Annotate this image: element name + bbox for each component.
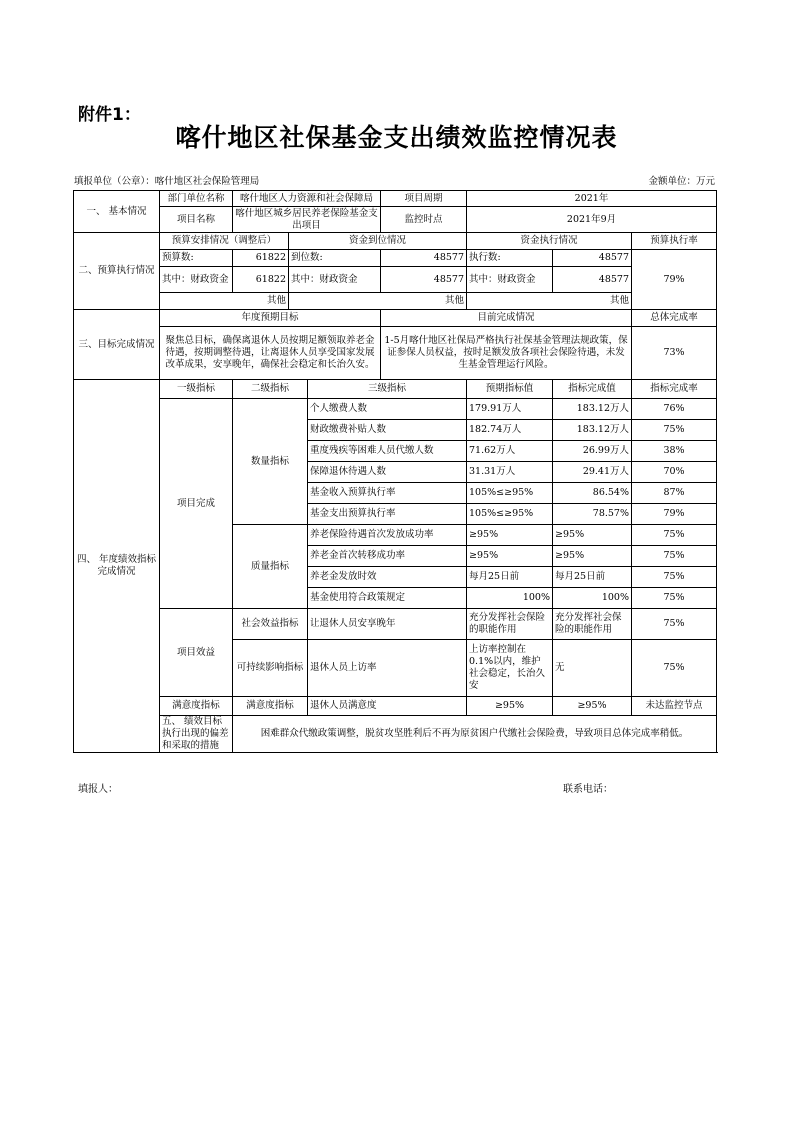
- indicator-target: 充分发挥社会保险的职能作用: [467, 609, 553, 640]
- indicator-actual: 每月25日前: [553, 567, 632, 588]
- filler-label: 填报人：: [78, 784, 118, 795]
- annual-goal-text: 聚焦总目标，确保离退休人员按期足额领取养老金待遇，按期调整待遇，让离退休人员享受国家发展改革成果，安享晚年，确保社会稳定和长治久安。: [160, 327, 381, 380]
- budget-rate-value: 79%: [632, 250, 717, 310]
- indicator-actual: 183.12万人: [553, 399, 632, 420]
- exec-label: 执行数:: [467, 250, 553, 267]
- indicator-name: 基金使用符合政策规定: [308, 588, 467, 609]
- indicator-target: 105%≤≥95%: [467, 504, 553, 525]
- fin-value-exec: 48577: [553, 267, 632, 293]
- level2-quality: 质量指标: [233, 525, 308, 609]
- indicator-name: 让退休人员安享晚年: [308, 609, 467, 640]
- indicator-target: 71.62万人: [467, 441, 553, 462]
- budget-label: 预算数:: [160, 250, 233, 267]
- indicator-name: 退休人员上访率: [308, 640, 467, 697]
- page-title: 喀什地区社保基金支出绩效监控情况表: [175, 123, 618, 152]
- level1-complete: 项目完成: [160, 399, 233, 609]
- header-level1: 一级指标: [160, 380, 233, 399]
- indicator-target: ≥95%: [467, 525, 553, 546]
- level2-social: 社会效益指标: [233, 609, 308, 640]
- monitor-label: 监控时点: [381, 207, 467, 233]
- indicator-actual: 183.12万人: [553, 420, 632, 441]
- indicator-actual: 78.57%: [553, 504, 632, 525]
- header-target: 预期指标值: [467, 380, 553, 399]
- indicator-rate: 75%: [632, 640, 717, 697]
- indicator-actual: 86.54%: [553, 483, 632, 504]
- fill-unit: 填报单位（公章）：喀什地区社会保险管理局: [74, 176, 260, 187]
- indicator-actual: ≥95%: [553, 546, 632, 567]
- header-actual: 指标完成值: [553, 380, 632, 399]
- deviation-text: 困难群众代缴政策调整，脱贫攻坚胜利后不再为原贫困户代缴社会保险费，导致项目总体完成率稍低。: [233, 716, 717, 753]
- other-plan: 其他: [160, 293, 289, 310]
- indicator-target: ≥95%: [467, 546, 553, 567]
- level1-satisfaction: 满意度指标: [160, 697, 233, 716]
- indicator-actual: 充分发挥社会保险的职能作用: [553, 609, 632, 640]
- indicator-target: 182.74万人: [467, 420, 553, 441]
- other-exec: 其他: [467, 293, 632, 310]
- other-arrival: 其他: [289, 293, 467, 310]
- indicator-rate: 75%: [632, 567, 717, 588]
- budget-plan-header: 预算安排情况（调整后）: [160, 233, 289, 250]
- fin-label-plan: 其中：财政资金: [160, 267, 233, 293]
- indicator-actual: 无: [553, 640, 632, 697]
- indicator-name: 重度残疾等困难人员代缴人数: [308, 441, 467, 462]
- fin-label-arrival: 其中：财政资金: [289, 267, 381, 293]
- indicator-rate: 未达监控节点: [632, 697, 717, 716]
- indicator-rate: 79%: [632, 504, 717, 525]
- indicator-actual: 26.99万人: [553, 441, 632, 462]
- header-level2: 二级指标: [233, 380, 308, 399]
- indicator-rate: 75%: [632, 609, 717, 640]
- project-label: 项目名称: [160, 207, 233, 233]
- budget-exec-header: 资金执行情况: [467, 233, 632, 250]
- section-basic: 一、 基本情况: [74, 191, 160, 233]
- indicator-name: 养老金首次转移成功率: [308, 546, 467, 567]
- arrival-label: 到位数:: [289, 250, 381, 267]
- arrival-value: 48577: [381, 250, 467, 267]
- indicator-name: 财政缴费补贴人数: [308, 420, 467, 441]
- current-status-text: 1-5月喀什地区社保局严格执行社保基金管理法规政策，保证参保人员权益，按时足额发放各项社会保险待遇，未发生基金管理运行风险。: [381, 327, 632, 380]
- header-rate: 指标完成率: [632, 380, 717, 399]
- indicator-rate: 75%: [632, 588, 717, 609]
- indicator-rate: 75%: [632, 420, 717, 441]
- indicator-target: 100%: [467, 588, 553, 609]
- indicator-rate: 75%: [632, 525, 717, 546]
- level2-satisfaction: 满意度指标: [233, 697, 308, 716]
- indicator-rate: 87%: [632, 483, 717, 504]
- section-deviation: 五、 绩效目标执行出现的偏差和采取的措施: [160, 716, 233, 753]
- budget-value: 61822: [233, 250, 289, 267]
- indicator-target: 上访率控制在0.1%以内，维护社会稳定，长治久安: [467, 640, 553, 697]
- dept-label: 部门单位名称: [160, 191, 233, 207]
- indicator-actual: ≥95%: [553, 697, 632, 716]
- level2-sustain: 可持续影响指标: [233, 640, 308, 697]
- monitor-value: 2021年9月: [467, 207, 717, 233]
- indicator-rate: 70%: [632, 462, 717, 483]
- period-value: 2021年: [467, 191, 717, 207]
- dept-value: 喀什地区人力资源和社会保障局: [233, 191, 381, 207]
- fin-value-arrival: 48577: [381, 267, 467, 293]
- indicator-rate: 76%: [632, 399, 717, 420]
- indicator-name: 退休人员满意度: [308, 697, 467, 716]
- indicator-name: 个人缴费人数: [308, 399, 467, 420]
- budget-arrival-header: 资金到位情况: [289, 233, 467, 250]
- indicator-name: 基金收入预算执行率: [308, 483, 467, 504]
- indicator-rate: 75%: [632, 546, 717, 567]
- indicator-target: 31.31万人: [467, 462, 553, 483]
- indicator-name: 养老保险待遇首次发放成功率: [308, 525, 467, 546]
- period-label: 项目周期: [381, 191, 467, 207]
- indicator-rate: 38%: [632, 441, 717, 462]
- project-value: 喀什地区城乡居民养老保险基金支出项目: [233, 207, 381, 233]
- total-rate-value: 73%: [632, 327, 717, 380]
- level2-quantity: 数量指标: [233, 399, 308, 525]
- indicator-name: 基金支出预算执行率: [308, 504, 467, 525]
- indicator-target: 105%≤≥95%: [467, 483, 553, 504]
- section-goal: 三、目标完成情况: [74, 310, 160, 380]
- indicator-actual: 100%: [553, 588, 632, 609]
- indicator-actual: ≥95%: [553, 525, 632, 546]
- attachment-label: 附件1：: [78, 105, 141, 125]
- indicator-target: 每月25日前: [467, 567, 553, 588]
- amount-unit: 金额单位：万元: [648, 176, 715, 187]
- indicator-actual: 29.41万人: [553, 462, 632, 483]
- monitoring-table: [73, 190, 717, 753]
- indicator-target: 179.91万人: [467, 399, 553, 420]
- indicator-target: ≥95%: [467, 697, 553, 716]
- section-indicators: 四、 年度绩效指标完成情况: [74, 380, 160, 753]
- current-status-header: 目前完成情况: [381, 310, 632, 327]
- budget-rate-header: 预算执行率: [632, 233, 717, 250]
- fin-value-plan: 61822: [233, 267, 289, 293]
- total-rate-header: 总体完成率: [632, 310, 717, 327]
- section-budget: 二、预算执行情况: [74, 233, 160, 310]
- indicator-name: 保障退休待遇人数: [308, 462, 467, 483]
- fin-label-exec: 其中：财政资金: [467, 267, 553, 293]
- indicator-name: 养老金发放时效: [308, 567, 467, 588]
- exec-value: 48577: [553, 250, 632, 267]
- header-level3: 三级指标: [308, 380, 467, 399]
- level1-benefit: 项目效益: [160, 609, 233, 697]
- annual-goal-header: 年度预期目标: [160, 310, 381, 327]
- phone-label: 联系电话：: [563, 784, 613, 795]
